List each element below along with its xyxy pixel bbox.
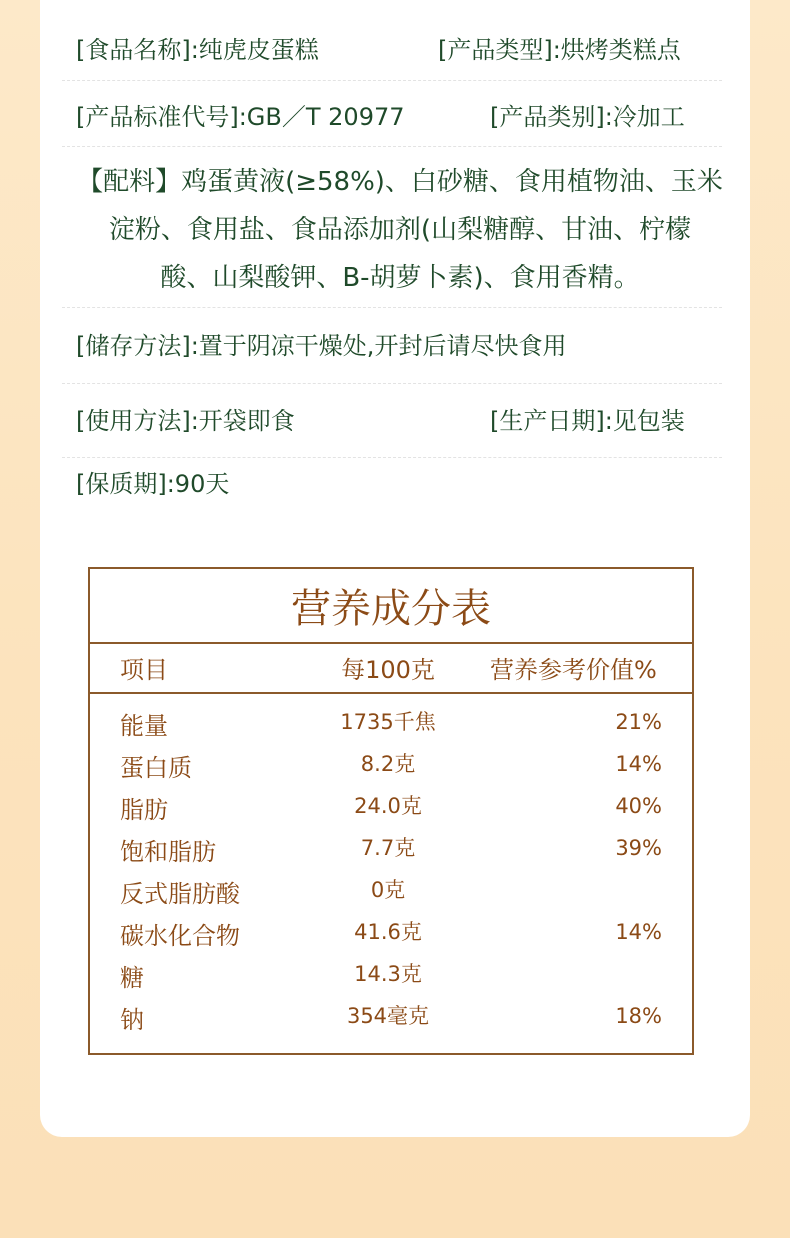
row-nrv: 40% <box>615 794 662 818</box>
nutrition-table <box>88 567 694 1055</box>
row-item: 能量 <box>120 712 168 740</box>
row-item: 糖 <box>120 964 144 992</box>
shelf-life: [保质期]:90天 <box>76 470 230 498</box>
row-nrv: 18% <box>615 1004 662 1028</box>
row-item: 脂肪 <box>120 796 168 824</box>
row-per100: 1735千焦 <box>340 710 436 734</box>
divider <box>62 307 722 308</box>
nutrition-title: 营养成分表 <box>291 586 491 632</box>
row-per100: 14.3克 <box>354 962 422 986</box>
header-per100: 每100克 <box>341 656 435 684</box>
food-name: [食品名称]:纯虎皮蛋糕 <box>76 36 319 64</box>
row-item: 饱和脂肪 <box>120 838 216 866</box>
row-per100: 354毫克 <box>346 1004 430 1028</box>
header-item: 项目 <box>120 656 168 684</box>
row-per100: 7.7克 <box>360 836 416 860</box>
production-date: [生产日期]:见包装 <box>490 407 685 435</box>
ingredients <box>62 158 738 302</box>
product-type: [产品类型]:烘烤类糕点 <box>438 36 681 64</box>
header-nrv: 营养参考价值% <box>490 656 657 684</box>
row-nrv: 14% <box>615 752 662 776</box>
table-rule <box>90 692 692 694</box>
row-item: 钠 <box>120 1006 144 1034</box>
row-nrv: 21% <box>615 710 662 734</box>
row-per100: 0克 <box>370 878 406 902</box>
divider <box>62 80 722 81</box>
row-item: 碳水化合物 <box>120 922 240 950</box>
standard-code: [产品标准代号]:GB／T 20977 <box>76 103 405 131</box>
usage-method: [使用方法]:开袋即食 <box>76 407 295 435</box>
ingredients-line: 酸、山梨酸钾、B-胡萝卜素)、食用香精。 <box>160 263 640 293</box>
ingredients-line: 淀粉、食用盐、食品添加剂(山梨糖醇、甘油、柠檬 <box>108 215 692 245</box>
row-item: 蛋白质 <box>120 754 192 782</box>
product-category: [产品类别]:冷加工 <box>490 103 685 131</box>
divider <box>62 457 722 458</box>
ingredients-line: 【配料】鸡蛋黄液(≥58%)、白砂糖、食用植物油、玉米 <box>77 167 723 197</box>
divider <box>62 383 722 384</box>
divider <box>62 146 722 147</box>
storage-method: [储存方法]:置于阴凉干燥处,开封后请尽快食用 <box>76 332 567 360</box>
row-per100: 24.0克 <box>354 794 422 818</box>
row-per100: 8.2克 <box>360 752 416 776</box>
row-nrv: 39% <box>615 836 662 860</box>
row-per100: 41.6克 <box>354 920 422 944</box>
table-rule <box>90 642 692 644</box>
row-nrv: 14% <box>615 920 662 944</box>
row-item: 反式脂肪酸 <box>120 880 240 908</box>
